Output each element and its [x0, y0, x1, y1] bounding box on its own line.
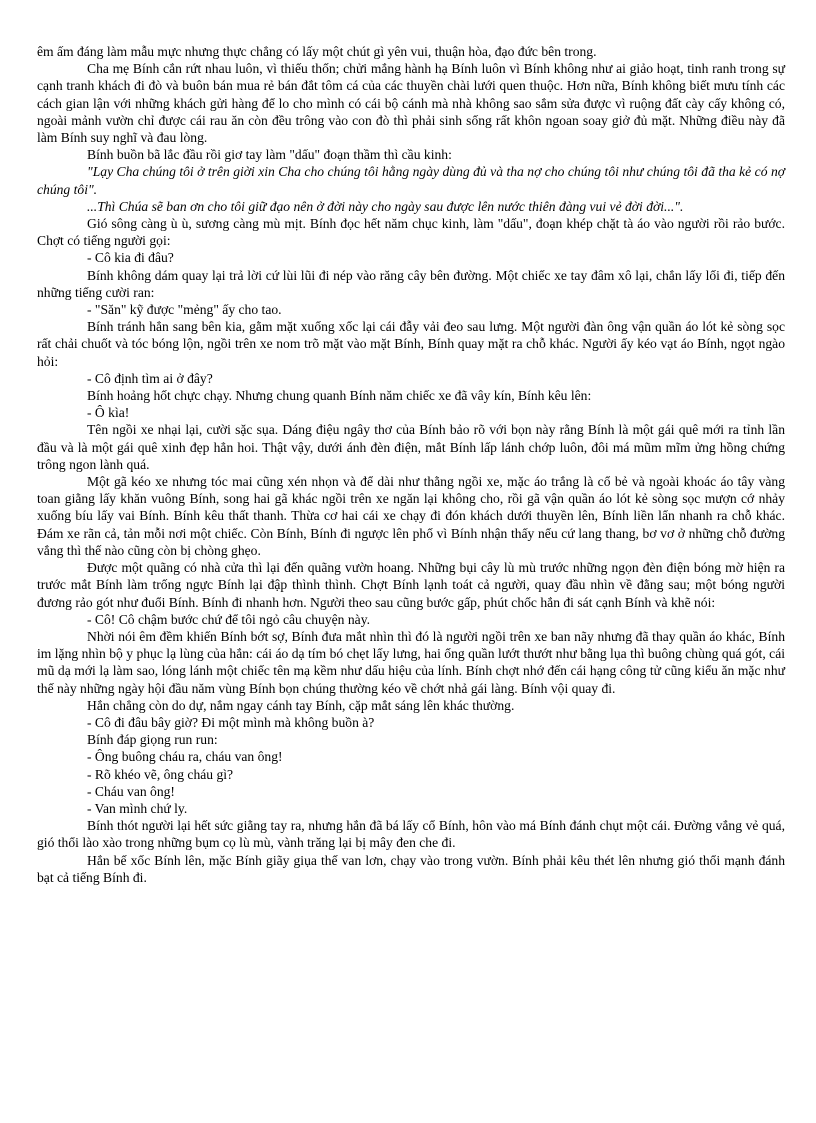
paragraph: Bính buồn bã lắc đầu rồi giơ tay làm "dấu" đoạn thầm thì cầu kinh: [87, 147, 452, 163]
paragraph: Bính thót người lại hết sức giằng tay ra, nhưng hắn đã bá lấy cổ Bính, hôn vào má Bính đánh chụt một cái. Đường vắng vẻ quá, gió thổi lào xào trong những bụm cọ lù mù, vành trăng lại bị mây đen che đi. [37, 818, 785, 851]
paragraph: - Cô kia đi đâu? [87, 250, 174, 266]
paragraph: êm ấm đáng làm mẫu mực nhưng thực chẳng có lấy một chút gì yên vui, thuận hòa, đạo đức bên trong. [37, 44, 597, 59]
paragraph: - Cô! Cô chậm bước chứ để tôi ngỏ câu chuyện này. [87, 611, 371, 627]
paragraph: Nhời nói êm đềm khiến Bính bớt sợ, Bính đưa mắt nhìn thì đó là người ngồi trên xe ban nãy nhưng đã thay quần áo khác, Bính im lặng nhìn bộ y phục lạ lùng của hắn: cái áo dạ tím bó chẹt lấy lưng, hai ống quần lướt thướt như bằng lụa thì buông chùng quá gót, cái mũ dạ mới lạ làm sao, lóng lánh một chiếc tên mạ kềm như dấu hiệu của lính. Bính chợt nhớ đến cái hạng công tử cũng kiểu ăn mặc như thế này những ngày hội đầu năm vùng Bính bọn chúng thường kéo về chớt nhả gái làng. Bính vội quay đi. [37, 628, 785, 696]
paragraph: - Cô đi đâu bây giờ? Đi một mình mà không buồn à? [87, 714, 375, 730]
paragraph: Bính tránh hẳn sang bên kia, gằm mặt xuống xốc lại cái đẫy vải đeo sau lưng. Một người đàn ông vận quần áo lót kẻ sòng sọc rất chải chuốt và tóc bóng lộn, ngồi trên xe nom trõ mặt vào mặt Bính, Bính quay mặt ra chỗ khác. Người ấy kéo vạt áo Bính, ngọt ngào hỏi: [37, 319, 785, 369]
prayer-paragraph: ...Thì Chúa sẽ ban ơn cho tôi giữ đạo nên ở đời này cho ngày sau được lên nước thiên đàng vui vẻ đời đời...". [87, 198, 684, 214]
prayer-paragraph: "Lạy Cha chúng tôi ở trên giời xin Cha cho chúng tôi hằng ngày dùng đủ và tha nợ cho chúng tôi như chúng tôi đã tha kẻ có nợ chúng tôi". [37, 164, 785, 197]
paragraph: Hắn chẳng còn do dự, nắm ngay cánh tay Bính, cặp mắt sáng lên khác thường. [87, 697, 515, 713]
paragraph: Cha mẹ Bính cắn rứt nhau luôn, vì thiếu thốn; chửi mắng hành hạ Bính luôn vì Bính không như ai giảo hoạt, tinh ranh trong sự cạnh tranh khách đi đò và buôn bán mua rẻ bán đắt tôm cá của các thuyền chài lưới quen thuộc. Hơn nữa, Bính không biết mưu tính các cách gian lận với những khách gửi hàng để lo cho mình có cái bộ cánh mà nhà không sao sắm sửa được vì ruộng đất cày cấy không có, ngoài mảnh vườn chỉ được cái rau ăn còn đều trông vào con đò thì phải sinh sống rất khôn ngoan soay giở đủ mặt. Những điều này đã làm Bính suy nghĩ và đau lòng. [37, 61, 785, 146]
paragraph: - Ô kìa! [87, 405, 130, 421]
paragraph: Tên ngồi xe nhại lại, cười sặc sụa. Dáng điệu ngây thơ của Bính bảo rõ với bọn này rằng Bính là một gái quê mới ra tỉnh lần đầu và là một gái quê xinh đẹp hẳn hoi. Thật vậy, dưới ánh đèn điện, mắt Bính lấp lánh chớp luôn, đôi má mũm mĩm ửng hồng chứng trông ngon lành quá. [37, 422, 785, 472]
paragraph: Bính đáp giọng run run: [87, 732, 218, 748]
paragraph: Hắn bế xốc Bính lên, mặc Bính giãy giụa thế van lơn, chạy vào trong vườn. Bính phải kêu thét lên nhưng gió thổi mạnh đánh bạt cả tiếng Bính đi. [37, 852, 785, 885]
paragraph: Gió sông càng ù ù, sương càng mù mịt. Bính đọc hết năm chục kinh, làm "dấu", đoạn khép chặt tà áo vào người rồi rảo bước. Chợt có tiếng người gọi: [37, 216, 785, 249]
paragraph: - Cháu van ông! [87, 783, 175, 799]
paragraph: Bính hoảng hốt chực chạy. Nhưng chung quanh Bính năm chiếc xe đã vây kín, Bính kêu lên: [87, 388, 592, 404]
paragraph: - Van mình chứ ly. [87, 800, 188, 816]
paragraph: - "Săn" kỹ được "mẻng" ấy cho tao. [87, 302, 282, 318]
paragraph: - Rõ khéo vẽ, ông cháu gì? [87, 766, 234, 782]
document-page [37, 43, 785, 886]
paragraph: Được một quãng có nhà cửa thì lại đến quãng vườn hoang. Những bụi cây lù mù trước những ngọn đèn điện bóng mờ hiện ra trước mắt Bính làm trống ngực Bính lại đập thình thình. Chợt Bính lạnh toát cả người, quay đầu nhìn về đằng sau; một bóng người đương rảo gót như đuổi Bính. Bính đi nhanh hơn. Người theo sau cũng bước gấp, phút chốc hắn đi sát cạnh Bính và khẽ nói: [37, 560, 785, 610]
paragraph: - Cô định tìm ai ở đây? [87, 370, 213, 386]
paragraph: - Ông buông cháu ra, cháu van ông! [87, 749, 283, 765]
paragraph: Một gã kéo xe nhưng tóc mai cũng xén nhọn và để dài như thằng ngồi xe, mặc áo trắng là cổ bẻ và ngoài khoác áo tây vàng toan giằng lấy khăn vuông Bính, song hai gã khác ngồi trên xe ngăn lại không cho, rồi gã vận quần áo lót kẻ sòng sọc mượn cớ nhảy xuống bíu lấy vai Bính. Bính kêu thất thanh. Thừa cơ hai cái xe chạy đi đón khách dưới thuyền lên, Bính liền lẩn nhanh ra chỗ khác. Đám xe rãn cả, tản mỗi nơi một chiếc. Còn Bính, Bính đi ngược lên phố vì Bính nhận thấy nếu cứ lang thang, bơ vơ ở những chỗ đường vắng thì thế nào cũng còn bị chòng ghẹo. [37, 474, 785, 558]
paragraph: Bính không dám quay lại trả lời cứ lùi lũi đi nép vào răng cây bên đường. Một chiếc xe tay đâm xô lại, chắn lấy lối đi, tiếp đến những tiếng cười ran: [37, 267, 785, 300]
